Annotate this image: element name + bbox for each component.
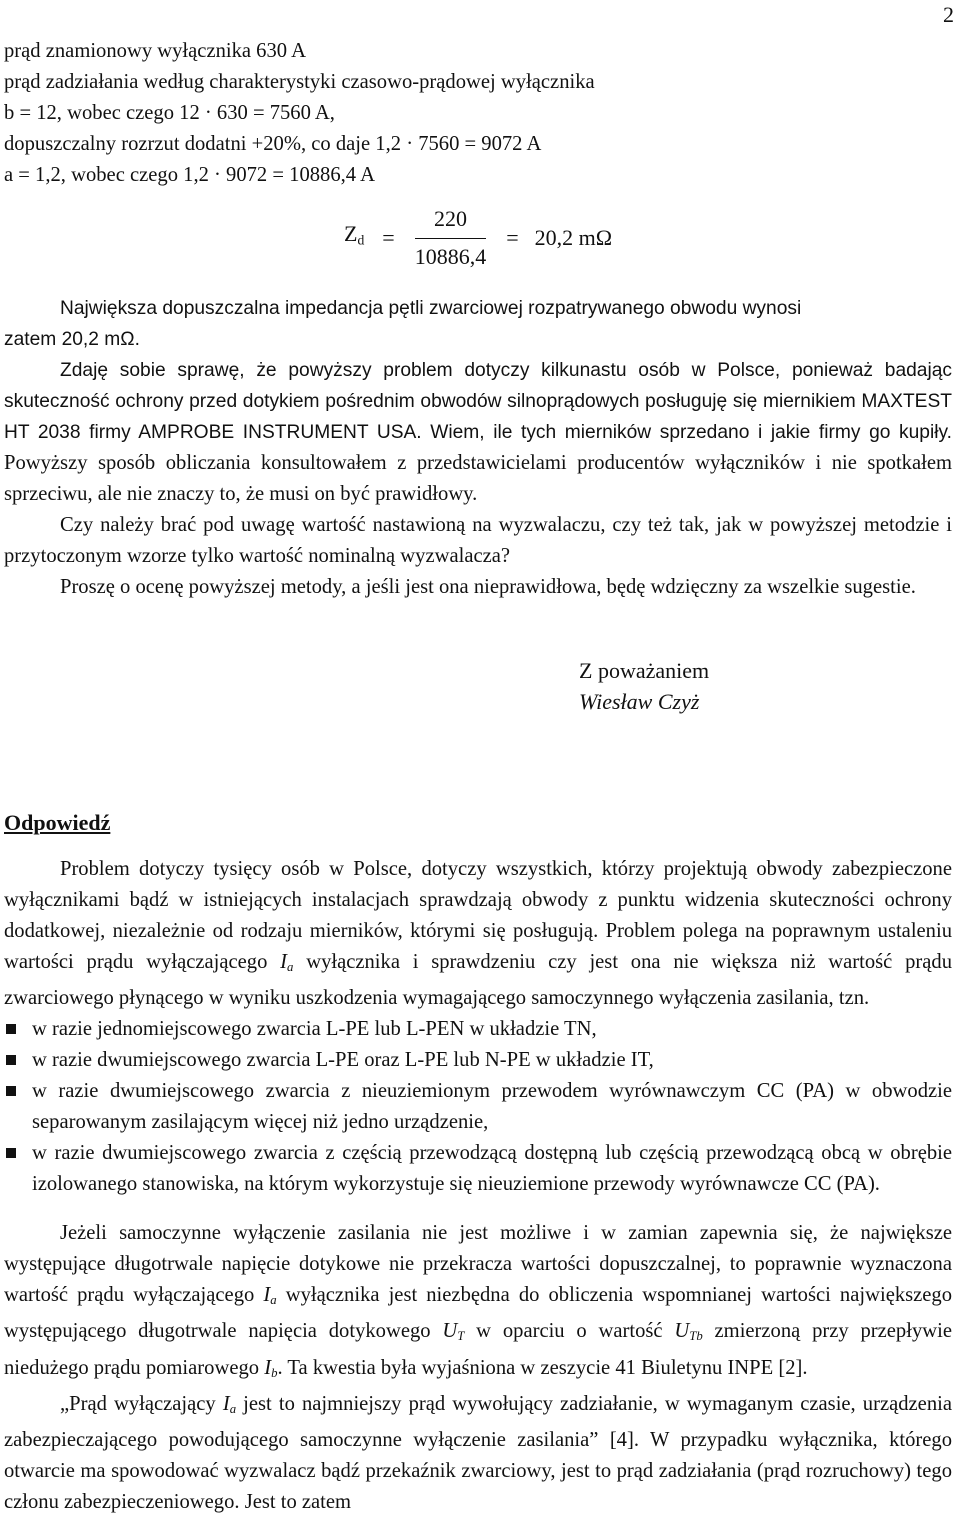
fault-case-list xyxy=(4,1014,952,1200)
formula-fraction xyxy=(415,203,487,272)
bullet-square-icon xyxy=(6,1055,16,1065)
formula-result: 20,2 mΩ xyxy=(534,224,613,250)
signature-block xyxy=(579,655,952,717)
bullet-square-icon xyxy=(6,1086,16,1096)
intro-line: b = 12, wobec czego 12 · 630 = 7560 A, xyxy=(4,102,335,124)
paragraph-consult: Powyższy sposób obliczania konsultowałem z przedstawicielami producentów wyłączników i nie spotkałem sprzeciwu, ale nie znaczy to, że musi on być prawidłowy. xyxy=(4,452,952,505)
formula-denominator: 10886,4 xyxy=(414,243,487,269)
answer-heading: Odpowiedź xyxy=(4,810,111,835)
signature-name: Wiesław Czyż xyxy=(579,689,700,714)
impedance-line: zatem 20,2 mΩ. xyxy=(4,329,140,350)
bullet-square-icon xyxy=(6,1148,16,1158)
formula-equals: = xyxy=(382,224,395,250)
intro-line: a = 1,2, wobec czego 1,2 · 9072 = 10886,4 A xyxy=(4,164,375,186)
impedance-formula xyxy=(344,197,952,277)
impedance-statement xyxy=(4,293,952,510)
intro-line: prąd znamionowy wyłącznika 630 A xyxy=(4,40,306,62)
paragraph-request: Proszę o ocenę powyższej metody, a jeśli jest ona nieprawidłowa, będę wdzięczny za wszelkie sugestie. xyxy=(60,576,916,598)
formula-equals: = xyxy=(506,224,519,250)
intro-line: dopuszczalny rozrzut dodatni +20%, co daje 1,2 · 7560 = 9072 A xyxy=(4,133,542,155)
paragraph-aware: Zdaję sobie sprawę, że powyższy problem dotyczy kilkunastu osób w Polsce, ponieważ badając skuteczność ochrony przed dotykiem pośrednim obwodów silnoprądowych posługuję się miernikiem MAXTEST HT 2038 firmy AMPROBE INSTRUMENT USA. Wiem, ile tych mierników sprzedano i jakie firmy go kupiły. Powyższy sposób obliczania konsultowałem z przedstawicielami producentów wyłączników i nie spotkałem sprzeciwu, ale nie znaczy to, że musi on być prawidłowy. xyxy=(4,360,952,505)
list-item: w razie dwumiejscowego zwarcia z częścią przewodzącą dostępną lub częścią przewodzącą obcą w obrębie izolowanego stanowiska, na którym wykorzystuje się nieuziemione przewody wyrównawcze CC (PA). xyxy=(4,1138,952,1200)
spacer xyxy=(4,1200,952,1218)
intro-block xyxy=(4,36,952,191)
list-item: w razie dwumiejscowego zwarcia z nieuziemionym przewodem wyrównawczym CC (PA) w obwodzie separowanym zasilającym więcej niż jedno urządzenie, xyxy=(4,1076,952,1138)
list-item: w razie dwumiejscowego zwarcia L-PE oraz L-PE lub N-PE w układzie IT, xyxy=(4,1045,952,1076)
page-number: 2 xyxy=(943,2,954,27)
formula-numerator: 220 xyxy=(433,205,467,231)
bullet-square-icon xyxy=(6,1024,16,1034)
intro-line: prąd zadziałania według charakterystyki czasowo-prądowej wyłącznika xyxy=(4,71,595,93)
list-item: w razie jednomiejscowego zwarcia L-PE lub L-PEN w układzie TN, xyxy=(4,1014,952,1045)
signature-greeting: Z poważaniem xyxy=(579,658,710,683)
paragraph-question: Czy należy brać pod uwagę wartość nastawioną na wyzwalaczu, czy też tak, jak w powyższej metodzie i przytoczonym wzorze tylko wartość nominalną wyzwalacza? xyxy=(4,514,952,567)
formula-lhs: $Z_d$ xyxy=(344,221,365,248)
impedance-line: Największa dopuszczalna impedancja pętli zwarciowej rozpatrywanego obwodu wynosi xyxy=(60,298,802,319)
answer-paragraph-1: Problem dotyczy tysięcy osób w Polsce, dotyczy wszystkich, którzy projektują obwody zabezpieczone wyłącznikami bądź w istniejących instalacjach sprawdzają obwody z punktu widzenia skuteczności ochrony dodatkowej, niezależnie od rodzaju mierników, którymi się posługują. Problem polega na poprawnym ustaleniu wartości prądu wyłączającego $I_a$ wyłącznika i sprawdzeniu czy jest ona nie większa niż wartość prądu zwarciowego płynącego w wyniku uszkodzenia wymagającego samoczynnego wyłączenia zasilania, tzn. xyxy=(4,858,952,1010)
document-body xyxy=(4,36,952,1518)
answer-paragraph-3: „Prąd wyłączający $I_a$ jest to najmniejszy prąd wywołujący zadziałanie, w wymaganym czasie, urządzenia zabezpieczającego powodującego samoczynne wyłączenie zasilania” [4]. W przypadku wyłącznika, którego otwarcie ma spowodować wyzwalacz bądź przekaźnik zwarciowy, jest to prąd zadziałania (prąd rozruchowy) tego członu zabezpieczeniowego. Jest to zatem xyxy=(4,1392,952,1513)
answer-paragraph-2: Jeżeli samoczynne wyłączenie zasilania nie jest możliwe i w zamian zapewnia się, że największe występujące długotrwale napięcie dotykowe nie przekracza wartości dopuszczalnej, to poprawnie wyznaczona wartość prądu wyłączającego $I_a$ wyłącznika jest niezbędna do obliczenia wspomnianej wartości największego występującego długotrwale napięcia dotykowego $U_T$ w oparciu o wartość $U_{Tb}$ zmierzoną przy przepływie niedużego prądu pomiarowego $I_b$. Ta kwestia była wyjaśniona w zeszycie 41 Biuletynu INPE [2]. xyxy=(4,1222,953,1380)
